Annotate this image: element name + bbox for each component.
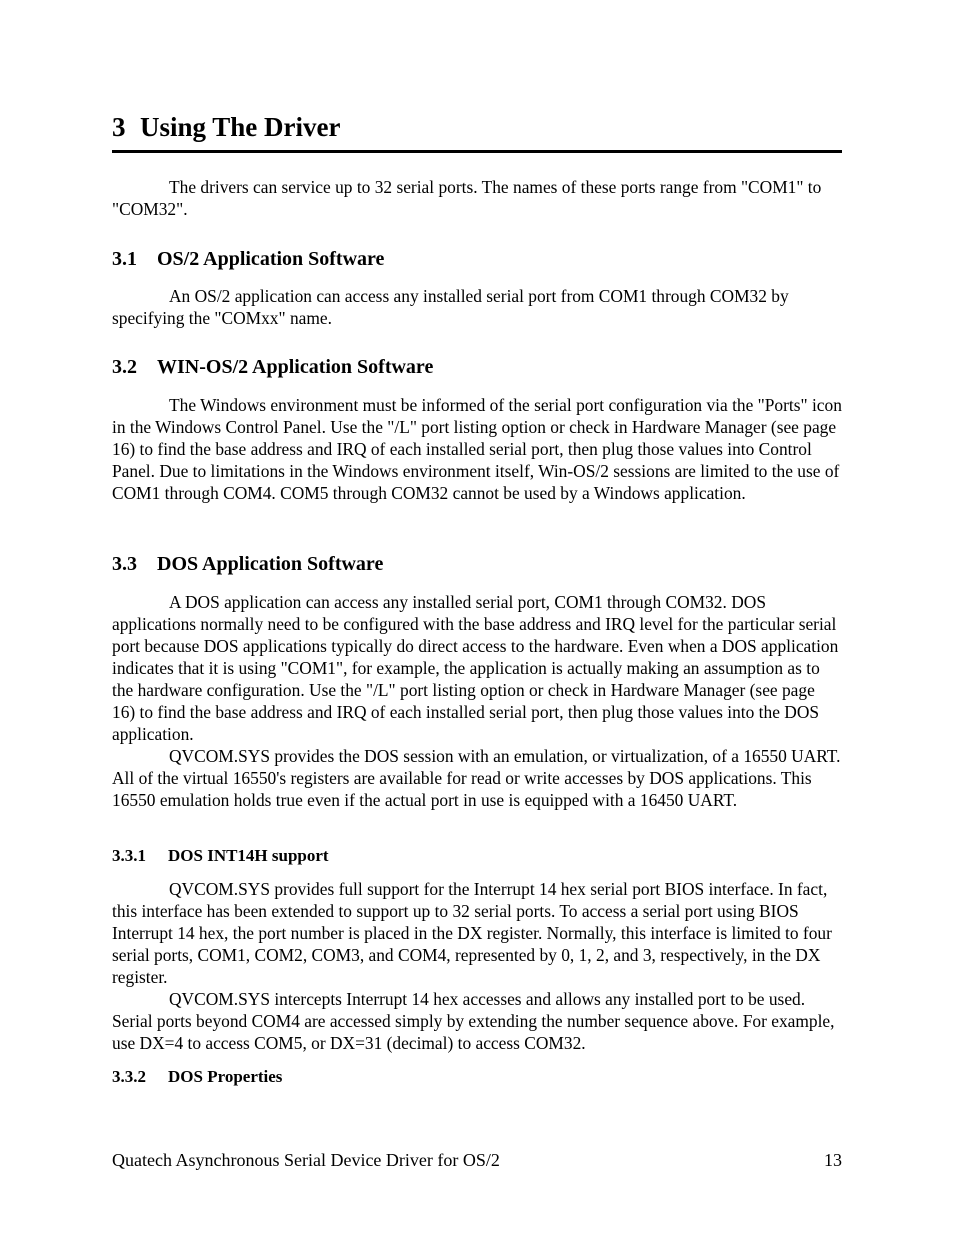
section-heading-3-1 bbox=[112, 248, 384, 271]
subsection-title: DOS INT14H support bbox=[168, 846, 329, 865]
section-number: 3.1 bbox=[112, 248, 137, 270]
subsection-number: 3.3.1 bbox=[112, 846, 146, 865]
subsection-number: 3.3.2 bbox=[112, 1067, 146, 1086]
section-heading-3-3 bbox=[112, 553, 383, 576]
paragraph-3-3-a: A DOS application can access any installed serial port, COM1 through COM32. DOS applications normally need to be configured with the base address and IRQ level for the particular serial port because DOS applications typically do direct access to the hardware. Even when a DOS application indicates that it is using "COM1", for example, the application is actually making an assumption as to the hardware configuration. Use the "/L" port listing option or check in Hardware Manager (see page 16) to find the base address and IRQ of each installed serial port, then plug those values into the DOS application. bbox=[112, 592, 839, 744]
paragraph-3-3-1-b: QVCOM.SYS intercepts Interrupt 14 hex accesses and allows any installed port to be used. Serial ports beyond COM4 are accessed simply by extending the number sequence above. For example, use DX=4 to access COM5, or DX=31 (decimal) to access COM32. bbox=[112, 989, 835, 1053]
section-heading-3-2 bbox=[112, 356, 433, 379]
page-footer bbox=[112, 1150, 842, 1171]
chapter-title: Using The Driver bbox=[140, 112, 341, 142]
heading-rule bbox=[112, 150, 842, 153]
paragraph-3-1: An OS/2 application can access any installed serial port from COM1 through COM32 by specifying the "COMxx" name. bbox=[112, 286, 789, 328]
intro-paragraph: The drivers can service up to 32 serial ports. The names of these ports range from "COM1" to "COM32". bbox=[112, 177, 822, 219]
chapter-heading bbox=[112, 112, 341, 143]
paragraph-3-3-1-a: QVCOM.SYS provides full support for the Interrupt 14 hex serial port BIOS interface. In fact, this interface has been extended to support up to 32 serial ports. To access a serial port using BIOS Interrupt 14 hex, the port number is placed in the DX register. Normally, this interface is limited to four serial ports, COM1, COM2, COM3, and COM4, represented by 0, 1, 2, and 3, respectively, in the DX register. bbox=[112, 879, 832, 987]
footer-title: Quatech Asynchronous Serial Device Driver for OS/2 bbox=[112, 1150, 500, 1170]
paragraph-3-2: The Windows environment must be informed of the serial port configuration via the "Ports" icon in the Windows Control Panel. Use the "/L" port listing option or check in Hardware Manager (see page 16) to find the base address and IRQ of each installed serial port, then plug those values into Control Panel. Due to limitations in the Windows environment itself, Win-OS/2 sessions are limited to the use of COM1 through COM4. COM5 through COM32 cannot be used by a Windows application. bbox=[112, 395, 842, 503]
section-title: OS/2 Application Software bbox=[157, 248, 385, 270]
section-title: WIN-OS/2 Application Software bbox=[157, 356, 434, 378]
subsection-title: DOS Properties bbox=[168, 1067, 283, 1086]
paragraph-3-3-b: QVCOM.SYS provides the DOS session with an emulation, or virtualization, of a 16550 UART. All of the virtual 16550's registers are available for read or write accesses by DOS applications. This 16550 emulation holds true even if the actual port in use is equipped with a 16450 UART. bbox=[112, 746, 841, 810]
section-number: 3.3 bbox=[112, 553, 137, 575]
section-number: 3.2 bbox=[112, 356, 137, 378]
subsection-heading-3-3-1 bbox=[112, 846, 329, 866]
chapter-number: 3 bbox=[112, 112, 126, 142]
section-title: DOS Application Software bbox=[157, 553, 384, 575]
page-number: 13 bbox=[824, 1150, 842, 1170]
subsection-heading-3-3-2 bbox=[112, 1067, 282, 1087]
